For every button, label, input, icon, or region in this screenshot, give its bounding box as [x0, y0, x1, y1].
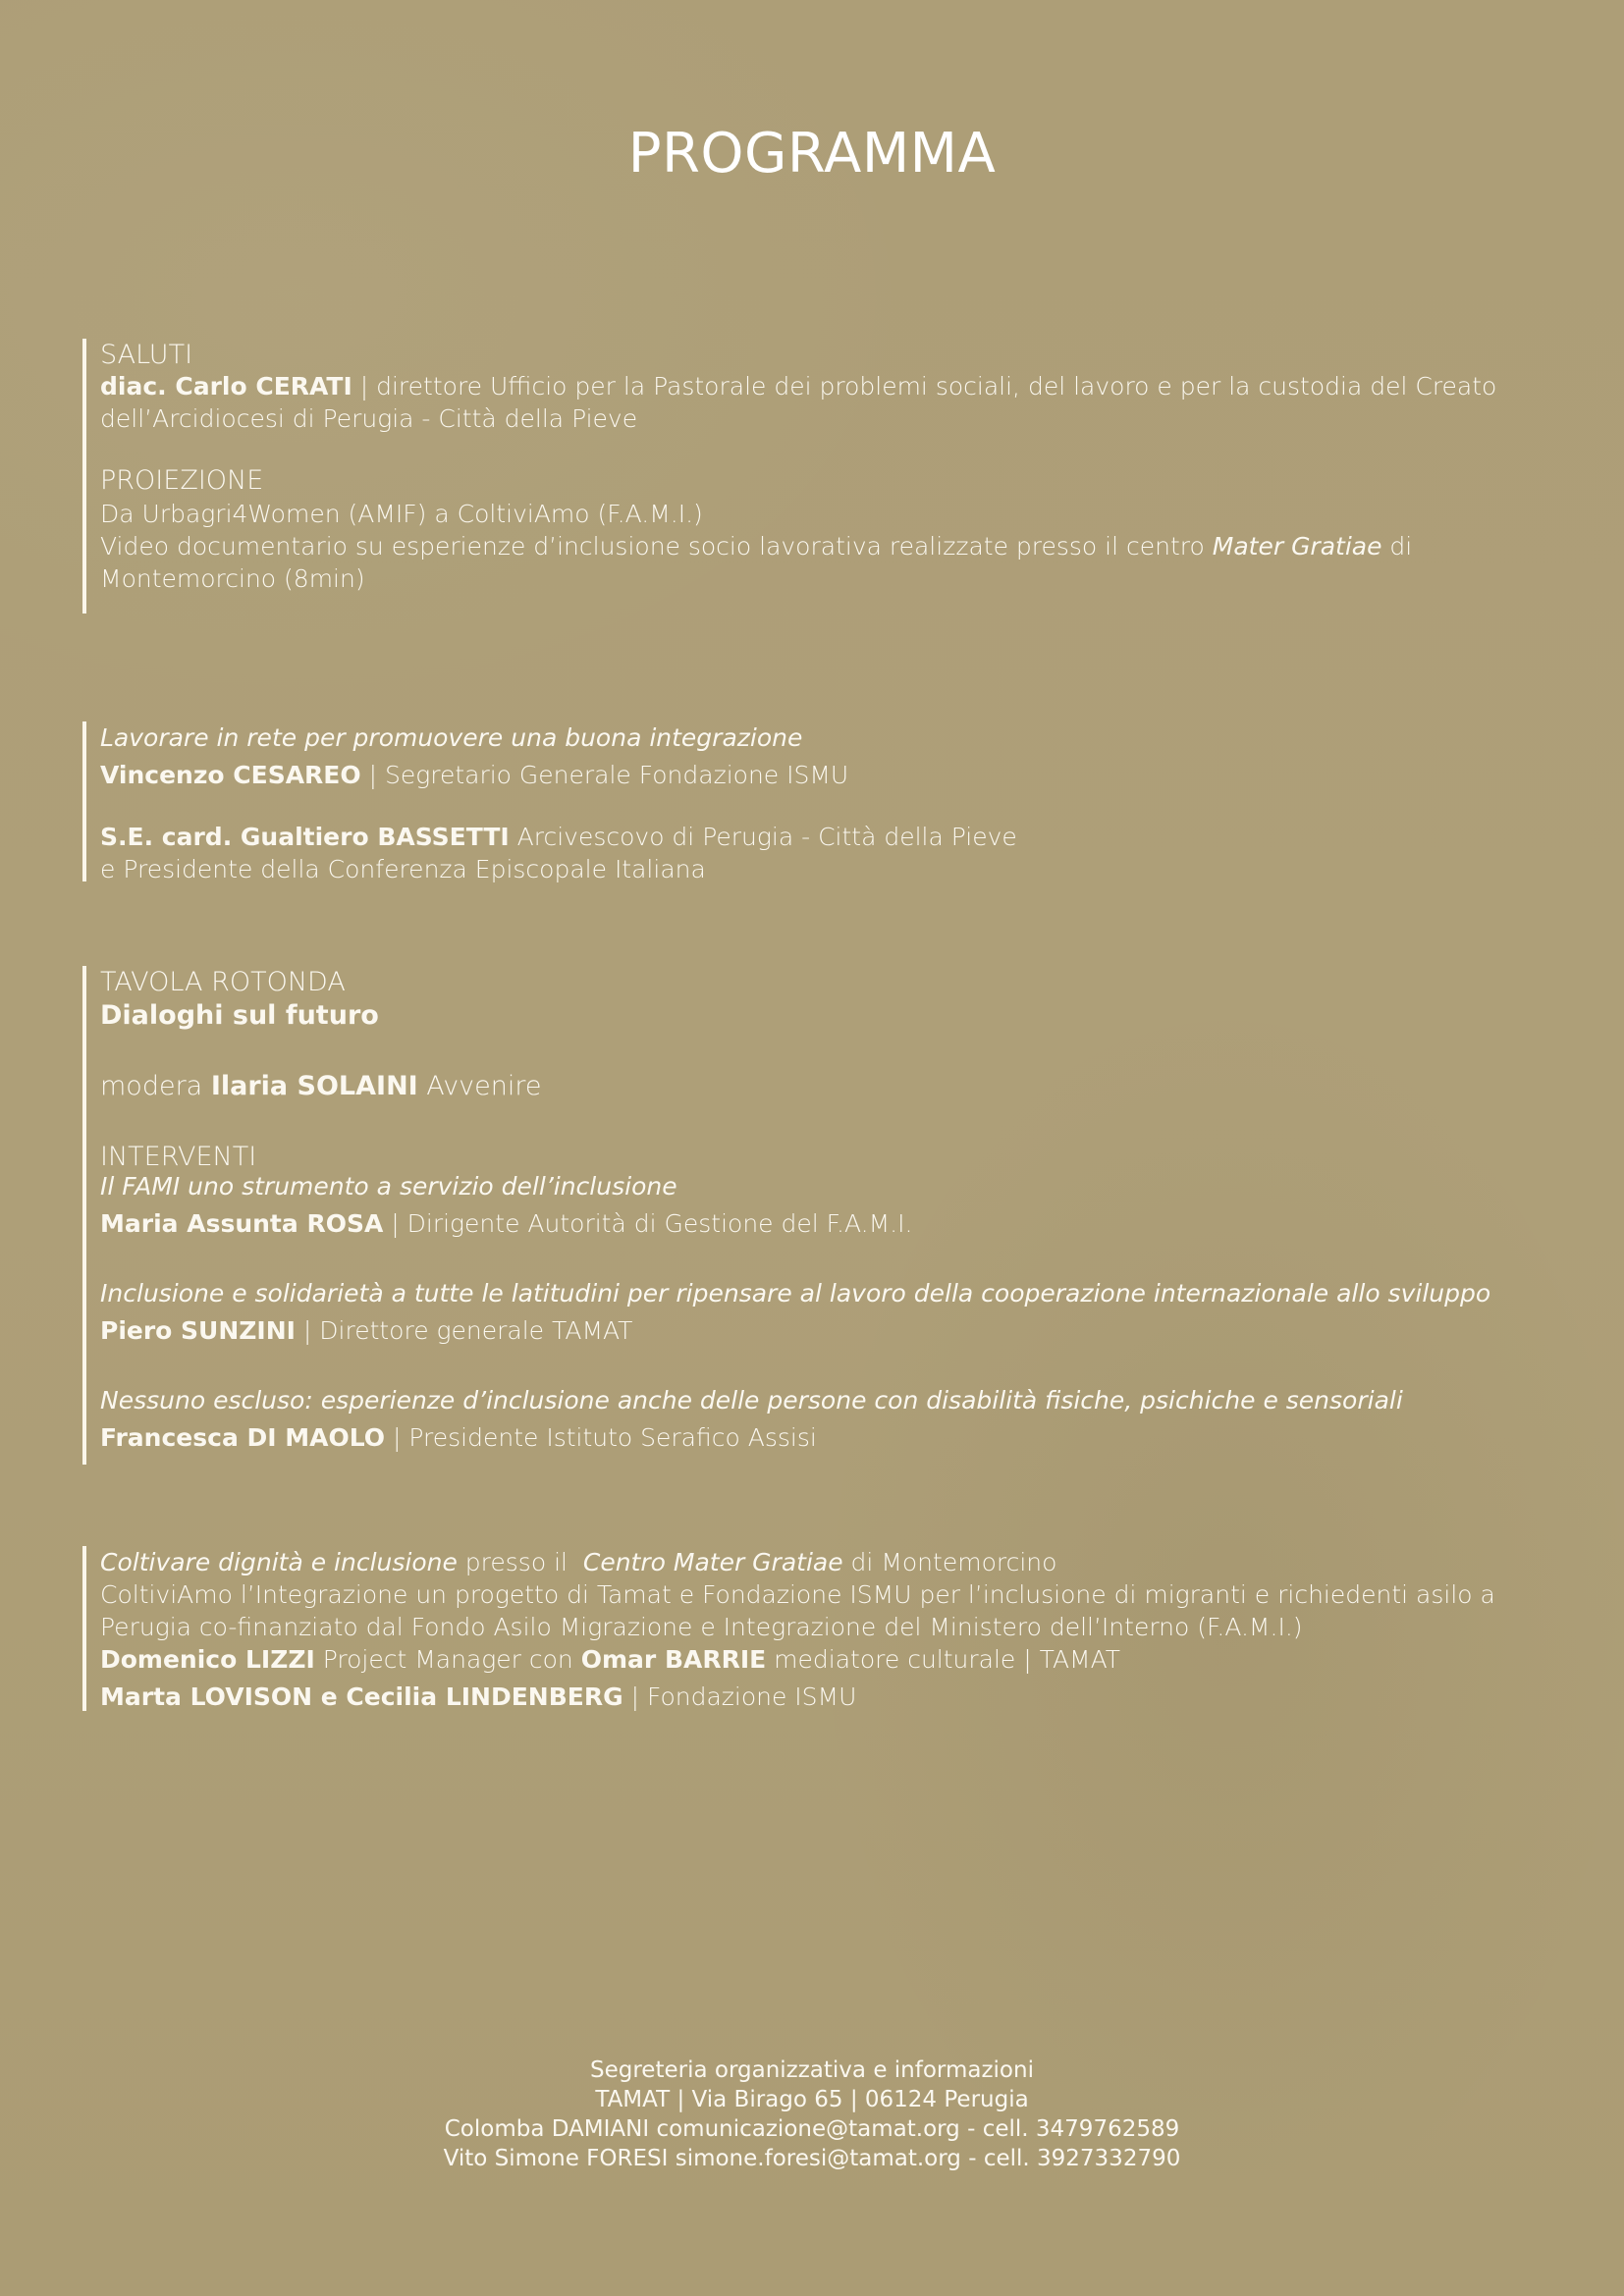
- rete-speaker2: [100, 821, 1017, 853]
- text-segment-italic: Coltivare dignità e inclusione: [100, 1548, 458, 1576]
- proiezione-line2: [100, 530, 1496, 562]
- intervento-topic: Inclusione e solidarietà a tutte le latitudini per ripensare al lavoro della cooperazione internazionale allo sviluppo: [100, 1279, 1491, 1308]
- proiezione-line1: Da Urbagri4Women (AMIF) a ColtiviAmo (F.A.M.I.): [100, 500, 703, 528]
- rete-topic: Lavorare in rete per promuovere una buona integrazione: [100, 723, 803, 752]
- section-tavola-rotonda: [82, 966, 1490, 1465]
- text-segment-italic: Mater Gratiae: [1212, 532, 1382, 561]
- saluti-heading: SALUTI: [100, 340, 193, 370]
- speaker-role: mediatore culturale | TAMAT: [766, 1645, 1121, 1674]
- page-title: PROGRAMMA: [627, 122, 997, 186]
- tavola-heading: TAVOLA ROTONDA: [100, 967, 346, 997]
- speaker-role: | Presidente Istituto Serafico Assisi: [385, 1423, 817, 1452]
- moderator-prefix: modera: [100, 1071, 211, 1101]
- speaker-name: S.E. card. Gualtiero BASSETTI: [100, 823, 510, 851]
- coltivare-speakers: [100, 1643, 1495, 1676]
- text-segment: Project Manager con: [314, 1645, 581, 1674]
- coltivare-topic: [100, 1546, 1495, 1578]
- coltivare-speakers-2: [100, 1681, 1495, 1713]
- coltivare-desc-l1: ColtiviAmo l’Integrazione un progetto di Tamat e Fondazione ISMU per l’inclusione di migranti e richiedenti asilo a: [100, 1580, 1495, 1609]
- interventi-heading: INTERVENTI: [100, 1142, 257, 1172]
- rete-speaker2-role-cont: e Presidente della Conferenza Episcopale Italiana: [100, 855, 706, 883]
- speaker-name: Marta LOVISON e Cecilia LINDENBERG: [100, 1682, 623, 1711]
- speaker-name: Vincenzo CESAREO: [100, 761, 361, 789]
- intervento-topic: Il FAMI uno strumento a servizio dell’inclusione: [100, 1172, 677, 1201]
- speaker-name: Domenico LIZZI: [100, 1645, 315, 1674]
- speaker-name: Omar BARRIE: [580, 1645, 767, 1674]
- speaker-role: | Direttore generale TAMAT: [295, 1316, 633, 1345]
- speaker-name: Maria Assunta ROSA: [100, 1209, 384, 1238]
- moderator: [100, 1070, 1490, 1103]
- intervento-speaker: [100, 1207, 1490, 1240]
- tavola-subtitle: Dialoghi sul futuro: [100, 1000, 379, 1031]
- rete-speaker1: [100, 759, 1017, 791]
- coltivare-desc-l2: Perugia co-finanziato dal Fondo Asilo Migrazione e Integrazione del Ministero dell’Interno (F.A.M.I.): [100, 1613, 1303, 1641]
- proiezione-heading: PROIEZIONE: [100, 465, 264, 496]
- speaker-name: Piero SUNZINI: [100, 1316, 296, 1345]
- speaker-name: diac. Carlo CERATI: [100, 372, 352, 400]
- moderator-org: Avvenire: [417, 1071, 542, 1101]
- proiezione-line3: Montemorcino (8min): [100, 564, 365, 593]
- saluti-speaker: [100, 370, 1496, 402]
- text-segment: Video documentario su esperienze d’inclusione socio lavorativa realizzate presso il centro: [100, 532, 1213, 561]
- section-coltivare: [82, 1546, 1495, 1711]
- text-segment: di: [1381, 532, 1413, 561]
- text-segment: presso il: [457, 1548, 583, 1576]
- footer-contact-2: Vito Simone FORESI simone.foresi@tamat.org - cell. 3927332790: [443, 2146, 1181, 2171]
- text-segment: di Montemorcino: [842, 1548, 1057, 1576]
- intervento-speaker: [100, 1314, 1490, 1347]
- saluti-speaker-role-cont: dell’Arcidiocesi di Perugia - Città della Pieve: [100, 404, 638, 433]
- footer-contacts: [0, 2056, 1624, 2173]
- footer-contact-1: Colomba DAMIANI comunicazione@tamat.org - cell. 3479762589: [444, 2116, 1180, 2142]
- section-saluti-proiezione: [82, 339, 1496, 614]
- section-rete: [82, 721, 1017, 881]
- speaker-role: | Segretario Generale Fondazione ISMU: [360, 761, 849, 789]
- speaker-role: | Dirigente Autorità di Gestione del F.A.M.I.: [383, 1209, 913, 1238]
- footer-address: TAMAT | Via Birago 65 | 06124 Perugia: [595, 2087, 1029, 2112]
- speaker-role: | Fondazione ISMU: [623, 1682, 857, 1711]
- speaker-role: | direttore Ufficio per la Pastorale dei problemi sociali, del lavoro e per la custodia del Creato: [352, 372, 1497, 400]
- intervento-topic: Nessuno escluso: esperienze d’inclusione anche delle persone con disabilità fisiche, psichiche e sensoriali: [100, 1386, 1403, 1415]
- speaker-name: Francesca DI MAOLO: [100, 1423, 386, 1452]
- moderator-name: Ilaria SOLAINI: [210, 1071, 418, 1101]
- footer-heading: Segreteria organizzativa e informazioni: [590, 2057, 1034, 2083]
- speaker-role: Arcivescovo di Perugia - Città della Pieve: [509, 823, 1017, 851]
- text-segment-italic: Centro Mater Gratiae: [582, 1548, 843, 1576]
- intervento-speaker: [100, 1421, 1490, 1454]
